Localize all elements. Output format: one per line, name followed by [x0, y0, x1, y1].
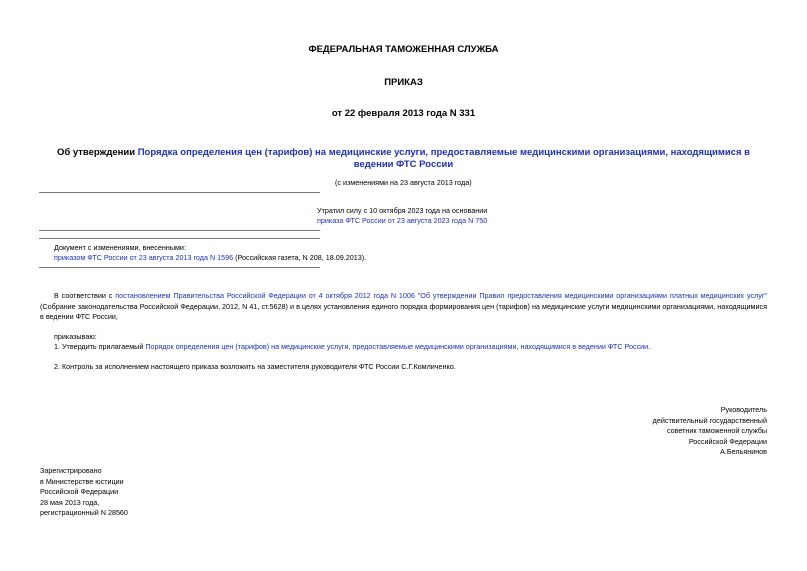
registration-date: 28 мая 2013 года, — [40, 497, 100, 507]
separator-line — [39, 238, 320, 239]
registration-line: в Министерстве юстиции — [40, 476, 124, 486]
signature-block — [567, 405, 767, 458]
repeal-text: Утратил силу с 10 октября 2023 года на основании — [317, 206, 488, 215]
preamble-link[interactable]: постановлением Правительства Российской Федерации от 4 октября 2012 года N 1006 "Об утверждении Правил предоставления медицинскими организациями платных медицинских услуг" — [115, 291, 768, 300]
title-prefix: Об утверждении — [56, 147, 138, 158]
changes-entry — [54, 253, 366, 263]
preamble-paragraph — [40, 291, 767, 323]
registration-block — [40, 466, 340, 519]
item1-suffix: . — [648, 342, 651, 351]
organization-heading: ФЕДЕРАЛЬНАЯ ТАМОЖЕННАЯ СЛУЖБА — [308, 44, 499, 55]
registration-line: Российской Федерации — [40, 487, 119, 496]
document-title — [40, 147, 767, 171]
preamble-lead: В соответствии с — [54, 291, 116, 300]
signature-name: А.Бельянинов — [720, 447, 767, 456]
signature-line: Руководитель — [720, 405, 767, 414]
preamble-rest: (Собрание законодательства Российской Федерации, 2012, N 41, ст.5628) и в целях установления единого порядка формирования цен (тарифов) на медицинские услуги медицинскими организациями, находящимися в ведении ФТС России, — [40, 301, 767, 321]
item1-prefix: 1. Утвердить прилагаемый — [54, 342, 146, 351]
changes-suffix: (Российская газета, N 208, 18.09.2013). — [233, 253, 367, 262]
signature-line: Российской Федерации — [688, 436, 767, 446]
order-item-2: 2. Контроль за исполнением настоящего приказа возложить на заместителя руководителя ФТС России С.Г.Комличенко. — [54, 362, 456, 371]
separator-line — [39, 230, 320, 231]
separator-line — [39, 267, 320, 268]
changes-label: Документ с изменениями, внесенными: — [54, 243, 186, 252]
registration-number: регистрационный N 28560 — [40, 508, 128, 517]
separator-line — [39, 192, 320, 193]
document-type-heading: ПРИКАЗ — [384, 77, 423, 88]
revision-note: (с изменениями на 23 августа 2013 года) — [335, 178, 472, 187]
registration-line: Зарегистрировано — [40, 466, 102, 475]
document-date-number: от 22 февраля 2013 года N 331 — [331, 108, 476, 119]
changes-link[interactable]: приказом ФТС России от 23 августа 2013 года N 1596 — [54, 253, 234, 262]
order-item-1 — [54, 342, 767, 353]
signature-line: действительный государственный — [652, 415, 767, 425]
signature-line: советник таможенной службы — [666, 426, 767, 435]
order-word: приказываю: — [54, 332, 97, 341]
repeal-link[interactable]: приказа ФТС России от 23 августа 2023 года N 750 — [317, 216, 488, 225]
title-link[interactable]: Порядка определения цен (тарифов) на медицинские услуги, предоставляемые медицинскими организациями, находящимися в ведении ФТС России — [137, 147, 750, 170]
item1-link[interactable]: Порядок определения цен (тарифов) на медицинские услуги, предоставляемые медицинскими организациями, находящимися в ведении ФТС России — [145, 342, 649, 351]
